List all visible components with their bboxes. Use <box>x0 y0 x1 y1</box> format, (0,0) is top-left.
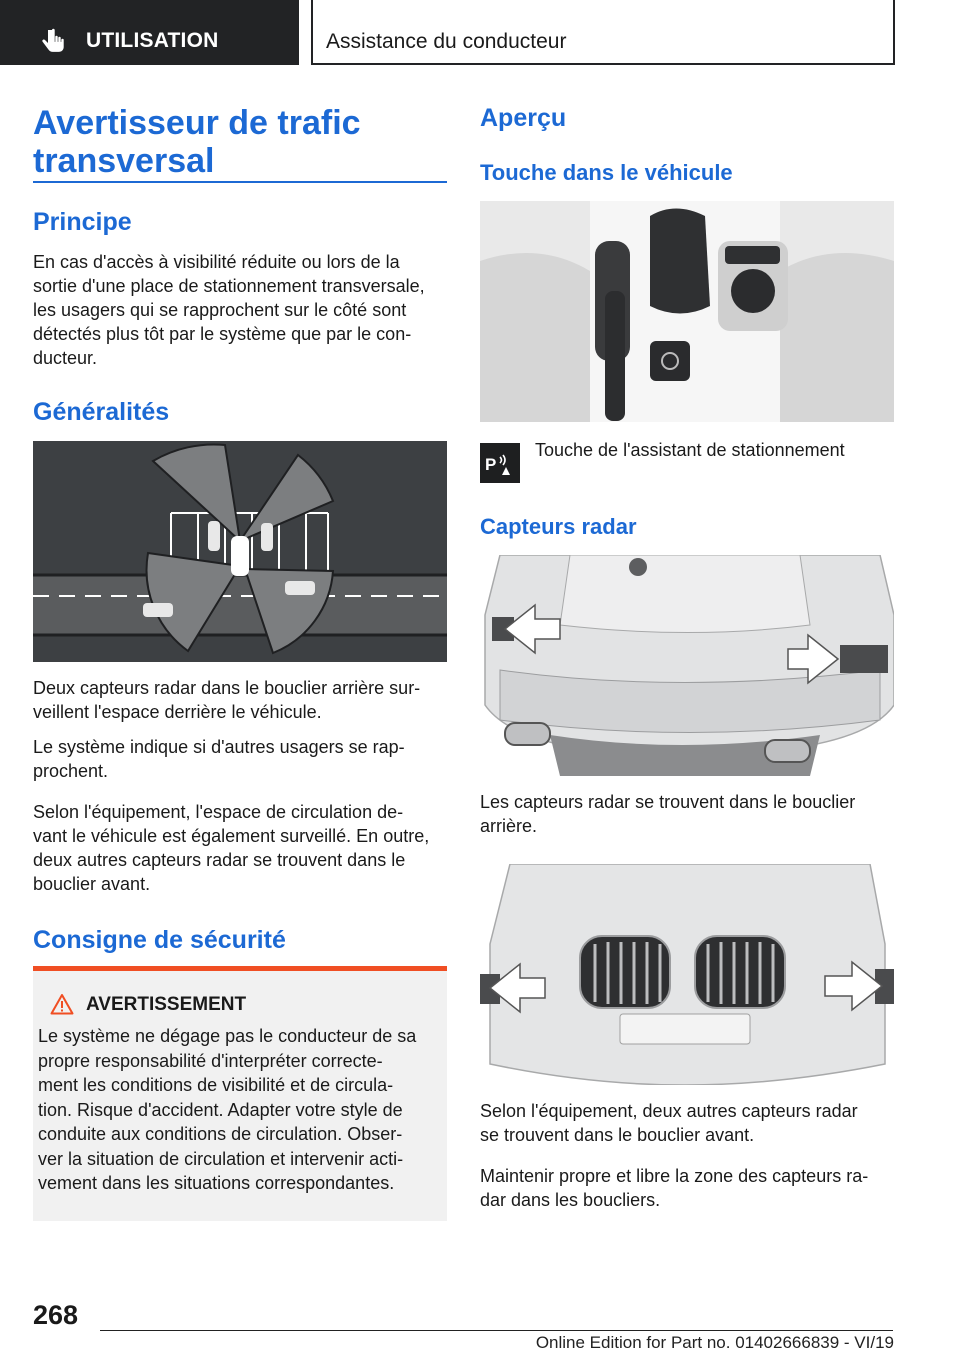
text-line: sortie d'une place de stationnement transversale, <box>33 276 425 296</box>
cross-traffic-illustration <box>33 441 447 662</box>
text-line: ducteur. <box>33 348 98 368</box>
text-line: les usagers qui se rapprochent sur le côté sont <box>33 300 407 320</box>
text-line: se trouvent dans le bouclier avant. <box>480 1125 755 1145</box>
rear-caption <box>480 790 855 838</box>
chapter-title: Assistance du conducteur <box>326 30 567 53</box>
heading-apercu: Aperçu <box>480 104 567 132</box>
text-line: prochent. <box>33 761 109 781</box>
text-line: Le système ne dégage pas le conducteur de sa <box>38 1026 417 1046</box>
text-line: arrière. <box>480 816 538 836</box>
warning-text <box>38 1024 416 1196</box>
header-divider <box>311 0 313 65</box>
header-underline <box>311 63 894 65</box>
front-bumper-photo <box>480 864 894 1085</box>
center-console-photo <box>480 201 894 422</box>
heading-principe: Principe <box>33 208 132 236</box>
parking-assistant-icon <box>480 443 520 483</box>
text-line: deux autres capteurs radar se trouvent dans le <box>33 850 406 870</box>
text-line: Les capteurs radar se trouvent dans le bouclier <box>480 792 856 812</box>
section-tab-label: UTILISATION <box>86 29 219 52</box>
text-line: En cas d'accès à visibilité réduite ou lors de la <box>33 252 400 272</box>
header-divider-right <box>893 0 895 65</box>
page-title <box>33 104 361 180</box>
title-underline <box>33 181 447 183</box>
warning-title: AVERTISSEMENT <box>86 994 247 1015</box>
footer-edition: Online Edition for Part no. 01402666839 - VI/19 <box>535 1333 894 1352</box>
parking-assistant-label: Touche de l'assistant de stationnement <box>535 440 845 460</box>
rear-bumper-photo <box>480 555 894 776</box>
footer-rule <box>100 1330 893 1331</box>
text-line: vant le véhicule est également surveillé. En outre, <box>33 826 430 846</box>
text-line: Le système indique si d'autres usagers se rap‐ <box>33 737 405 757</box>
text-line: Maintenir propre et libre la zone des capteurs ra‐ <box>480 1166 869 1186</box>
text-line: tion. Risque d'accident. Adapter votre style de <box>38 1099 403 1120</box>
text-line: veillent l'espace derrière le véhicule. <box>33 702 322 722</box>
page-title-line: transversal <box>33 142 215 180</box>
figure-caption <box>33 676 420 724</box>
hand-pointer-icon <box>40 28 66 54</box>
text-line: détectés plus tôt par le système que par le con‐ <box>33 324 412 344</box>
text-line: ment les conditions de visibilité et de circula‐ <box>38 1075 394 1095</box>
paragraph <box>33 800 429 896</box>
section-tab <box>0 0 299 65</box>
page-number: 268 <box>33 1300 79 1330</box>
text-line: Selon l'équipement, deux autres capteurs radar <box>480 1101 858 1121</box>
text-line: ver la situation de circulation et intervenir acti‐ <box>38 1148 404 1169</box>
heading-capteurs: Capteurs radar <box>480 514 637 539</box>
text-line: Deux capteurs radar dans le bouclier arrière sur‐ <box>33 678 421 698</box>
paragraph <box>33 735 405 783</box>
text-line: bouclier avant. <box>33 874 151 894</box>
page-title-line: Avertisseur de trafic <box>33 104 361 142</box>
cleaning-note <box>480 1164 868 1212</box>
heading-touche: Touche dans le véhicule <box>480 160 733 185</box>
heading-consigne: Consigne de sécurité <box>33 926 286 954</box>
principe-paragraph <box>33 250 425 370</box>
heading-generalites: Généralités <box>33 398 170 426</box>
svg-text:P: P <box>485 455 497 474</box>
warning-triangle-icon <box>50 993 74 1015</box>
front-caption <box>480 1099 858 1147</box>
text-line: conduite aux conditions de circulation. Obser‐ <box>38 1124 403 1144</box>
text-line: Selon l'équipement, l'espace de circulation de‐ <box>33 802 404 822</box>
text-line: propre responsabilité d'interpréter correcte‐ <box>38 1050 383 1071</box>
text-line: vement dans les situations correspondantes. <box>38 1173 395 1193</box>
text-line: dar dans les boucliers. <box>480 1190 661 1210</box>
